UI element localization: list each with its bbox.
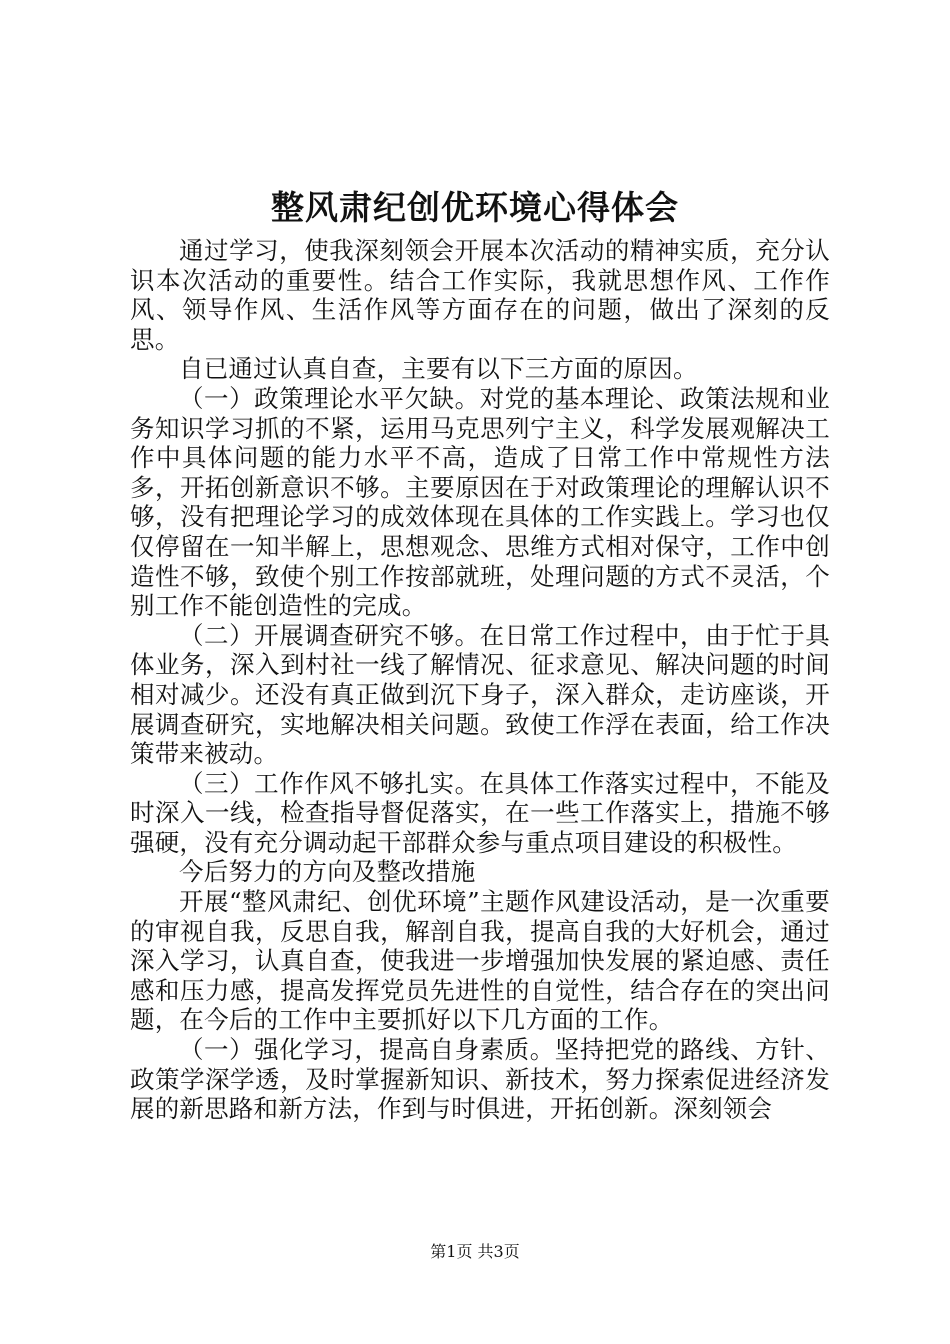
paragraph: （二）开展调查研究不够。在日常工作过程中，由于忙于具体业务，深入到村社一线了解情况、征求意见、解决问题的时间相对减少。还没有真正做到沉下身子，深入群众，走访座谈，开展调查研究，实地解决相关问题。致使工作浮在表面，给工作决策带来被动。 — [130, 620, 830, 769]
document-title: 整风肃纪创优环境心得体会 — [271, 188, 679, 227]
section-heading: 今后努力的方向及整改措施 — [179, 857, 476, 887]
paragraph: （一）强化学习，提高自身素质。坚持把党的路线、方针、政策学深学透，及时掌握新知识、新技术，努力探索促进经济发展的新思路和新方法，作到与时俱进，开拓创新。深刻领会 — [130, 1035, 830, 1124]
page-number-footer: 第1页 共3页 — [430, 1242, 520, 1261]
paragraph: （一）政策理论水平欠缺。对党的基本理论、政策法规和业务知识学习抓的不紧，运用马克思列宁主义，科学发展观解决工作中具体问题的能力水平不高，造成了日常工作中常规性方法多，开拓创新意识不够。主要原因在于对政策理论的理解认识不够，没有把理论学习的成效体现在具体的工作实践上。学习也仅仅停留在一知半解上，思想观念、思维方式相对保守，工作中创造性不够，致使个别工作按部就班，处理问题的方式不灵活，个别工作不能创造性的完成。 — [130, 383, 830, 621]
paragraph: 开展“整风肃纪、创优环境”主题作风建设活动，是一次重要的审视自我，反思自我，解剖自我，提高自我的大好机会，通过深入学习，认真自查，使我进一步增强加快发展的紧迫感、责任感和压力感，提高发挥党员先进性的自觉性，结合存在的突出问题，在今后的工作中主要抓好以下几方面的工作。 — [130, 887, 830, 1035]
document-body — [130, 236, 830, 1124]
paragraph: 自已通过认真自查，主要有以下三方面的原因。 — [179, 354, 698, 384]
paragraph: 通过学习，使我深刻领会开展本次活动的精神实质，充分认识本次活动的重要性。结合工作实际，我就思想作风、工作作风、领导作风、生活作风等方面存在的问题，做出了深刻的反思。 — [130, 236, 830, 354]
paragraph: （三）工作作风不够扎实。在具体工作落实过程中，不能及时深入一线，检查指导督促落实，在一些工作落实上，措施不够强硬，没有充分调动起干部群众参与重点项目建设的积极性。 — [130, 768, 830, 857]
